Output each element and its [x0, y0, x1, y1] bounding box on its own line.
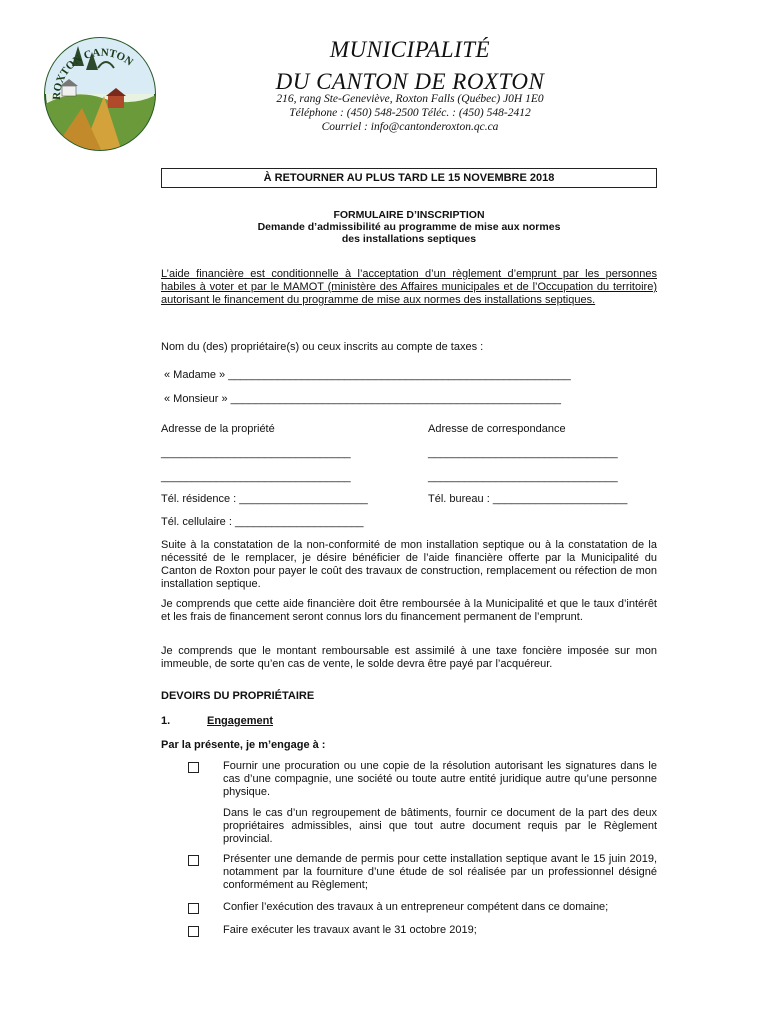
paragraph-1: Suite à la constatation de la non-conformité de mon installation septique ou à la constatation de la nécessité de le remplacer, je désire bénéficier de l’aide financière offerte par la Municipalité du Canton de Roxton pour payer le coût des travaux de construction, remplacement ou réfection de mon installation septique.	[161, 539, 657, 590]
checkbox-1[interactable]	[188, 762, 199, 773]
checkbox-3[interactable]	[188, 903, 199, 914]
property-address-label: Adresse de la propriété	[161, 423, 275, 435]
mailing-address-label: Adresse de correspondance	[428, 423, 566, 435]
paragraph-3: Je comprends que le montant remboursable est assimilé à une taxe foncière imposée sur mon immeuble, de sorte qu’en cas de vente, le solde devra être payé par l’acquéreur.	[161, 645, 657, 670]
financing-notice: L’aide financière est conditionnelle à l’acceptation d’un règlement d’emprunt par les personnes habiles à voter et par le MAMOT (ministère des Affaires municipales et de l’Occupation du territoire) autorisant le financement du programme de mise aux normes des installations septiques.	[161, 268, 657, 306]
contact-block	[170, 92, 650, 134]
tel-cell-field[interactable]: Tél. cellulaire : _____________________	[161, 516, 364, 528]
monsieur-field[interactable]: « Monsieur » ______________________________________________________	[164, 393, 561, 405]
checkbox-2[interactable]	[188, 855, 199, 866]
deadline-box: À RETOURNER AU PLUS TARD LE 15 NOVEMBRE 2018	[161, 168, 657, 188]
duties-title: DEVOIRS DU PROPRIÉTAIRE	[161, 690, 315, 702]
property-address-line-2[interactable]: _______________________________	[161, 471, 351, 483]
tel-residence-field[interactable]: Tél. résidence : _____________________	[161, 493, 368, 505]
form-subtitle-2: des installations septiques	[341, 233, 477, 245]
municipal-logo	[42, 36, 158, 152]
engagement-heading: Engagement	[207, 715, 274, 727]
email: Courriel : info@cantonderoxton.qc.ca	[321, 121, 499, 133]
duty-item-2: Présenter une demande de permis pour cette installation septique avant le 15 juin 2019, notamment par la fourniture d’une étude de sol réalisée par un professionnel désigné conformément au Règlement;	[223, 853, 657, 891]
mailing-address-line-1[interactable]: _______________________________	[428, 447, 618, 459]
duty-item-1: Fournir une procuration ou une copie de la résolution autorisant les signatures dans le cas d’une compagnie, une société ou toute autre entité juridique autre qu’une personne physique.	[223, 760, 657, 798]
title-line-1: MUNICIPALITÉ	[329, 37, 491, 62]
madame-field[interactable]: « Madame » ________________________________________________________	[164, 369, 571, 381]
address: 216, rang Ste-Geneviève, Roxton Falls (Québec) J0H 1E0	[276, 93, 544, 105]
title-line-2: DU CANTON DE ROXTON	[275, 69, 545, 94]
pledge-label: Par la présente, je m’engage à :	[161, 739, 326, 751]
property-address-line-1[interactable]: _______________________________	[161, 447, 351, 459]
checkbox-4[interactable]	[188, 926, 199, 937]
duty-item-3: Confier l’exécution des travaux à un entrepreneur compétent dans ce domaine;	[223, 901, 609, 913]
duty-item-4: Faire exécuter les travaux avant le 31 octobre 2019;	[223, 924, 477, 936]
municipality-title	[170, 34, 650, 98]
form-title: FORMULAIRE D’INSCRIPTION	[333, 209, 485, 221]
tel-office-field[interactable]: Tél. bureau : ______________________	[428, 493, 628, 505]
paragraph-2: Je comprends que cette aide financière doit être remboursée à la Municipalité et que le taux d’intérêt et les frais de financement seront connus lors du financement permanent de l’emprunt.	[161, 598, 657, 623]
form-subtitle-1: Demande d’admissibilité au programme de mise aux normes	[257, 221, 561, 233]
owner-label: Nom du (des) propriétaire(s) ou ceux inscrits au compte de taxes :	[161, 341, 484, 353]
duty-item-1-extra: Dans le cas d’un regroupement de bâtiments, fournir ce document de la part des deux propriétaires admissibles, ainsi que tout autre document requis par le Règlement provincial.	[223, 807, 657, 845]
logo-lettering: ROXTON CANTON	[50, 46, 136, 101]
mailing-address-line-2[interactable]: _______________________________	[428, 471, 618, 483]
form-heading	[161, 209, 657, 245]
section-number: 1.	[161, 715, 171, 727]
phone-fax: Téléphone : (450) 548-2500 Téléc. : (450) 548-2412	[289, 107, 531, 119]
